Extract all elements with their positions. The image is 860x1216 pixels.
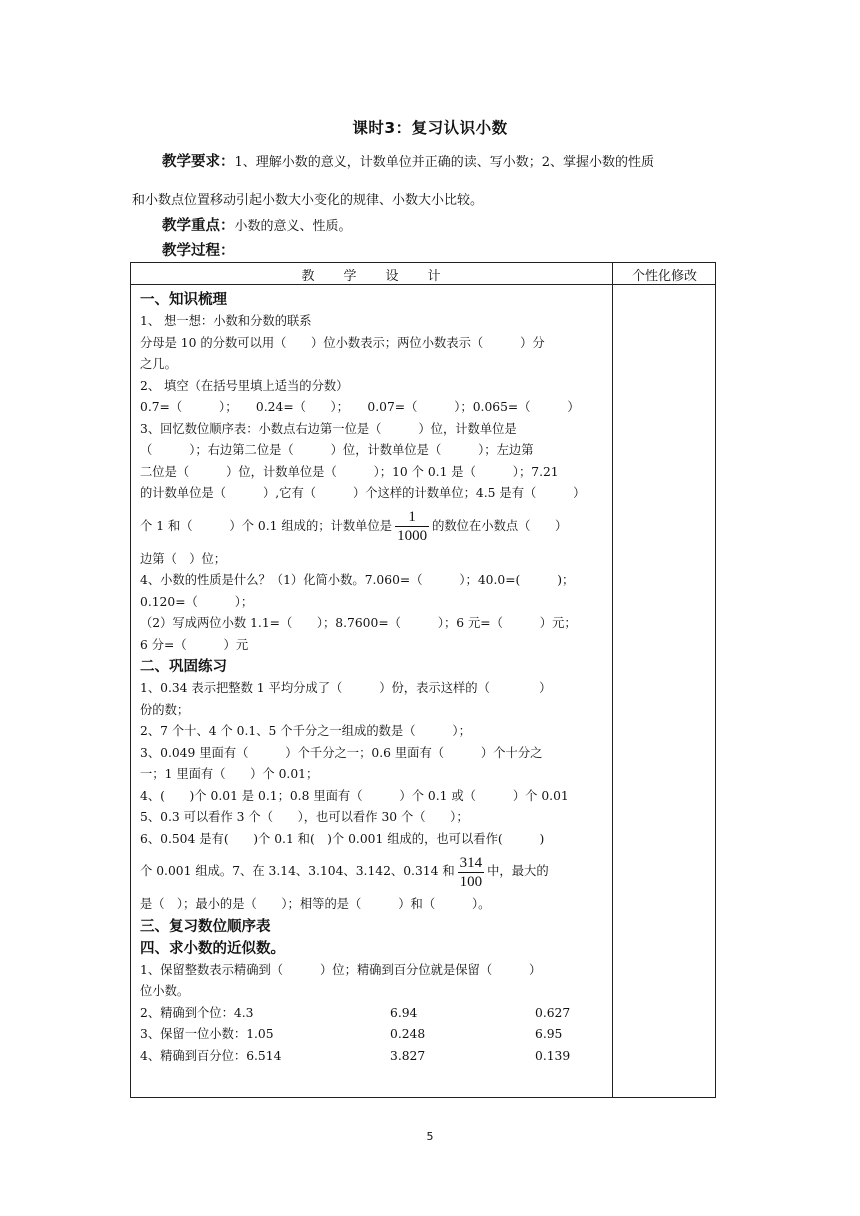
section-place-value-table: 三、复习数位顺序表 [140, 918, 271, 935]
lesson-title: 课时3：复习认识小数 [352, 119, 508, 137]
section-knowledge-review: 一、知识梳理 [140, 292, 227, 308]
teaching-focus [132, 216, 732, 237]
text-line: 4、小数的性质是什么？（1）化简小数。7.060=（ ）；40.0=( )； [140, 573, 575, 587]
teaching-requirements [132, 152, 732, 173]
design-content [140, 289, 606, 1067]
focus-label: 教学重点： [162, 218, 235, 234]
text-line: 一；1 里面有（ ）个 0.01； [140, 767, 319, 781]
text-line: 3、0.049 里面有（ ）个千分之一；0.6 里面有（ ）个十分之 [140, 745, 543, 760]
table-header [131, 263, 715, 285]
text-line: 0.120=（ ）； [140, 594, 254, 609]
text-line: 二位是（ ）位，计数单位是（ ）；10 个 0.1 是（ ）；7.21 [140, 464, 559, 479]
text-line: 分母是 10 的分数可以用（ ）位小数表示；两位小数表示（ ）分 [140, 335, 545, 350]
text-line: 1、 想一想：小数和分数的联系 [140, 314, 312, 328]
section-practice: 二、巩固练习 [140, 659, 227, 675]
text-line: 份的数； [140, 702, 190, 717]
text-line: 0.7=（ ）； 0.24=（ ）； 0.07=（ ）；0.065=（ ） [140, 400, 580, 414]
text-line: 2、 填空（在括号里填上适当的分数） [140, 378, 349, 393]
fraction-one-thousandth: $\frac{1}{1000}$ [397, 509, 428, 544]
page-number: 5 [426, 1130, 434, 1143]
requirements-text: 1、理解小数的意义，计数单位并正确的读、写小数；2、掌握小数的性质 [234, 155, 655, 170]
requirements-label: 教学要求： [162, 154, 235, 170]
fraction-line: 个 1 和（ ）个 0.1 组成的；计数单位是 $\frac{1}{1000}$ 的数位在小数点（ ） [140, 509, 568, 544]
text-line: 1、0.34 表示把整数 1 平均分成了（ ）份，表示这样的（ ） [140, 681, 552, 695]
text-line: 边第（ ）位； [140, 551, 227, 566]
exercise-row: 2、精确到个位：4.3 6.94 0.627 [140, 1005, 571, 1020]
text-line: 3、回忆数位顺序表：小数点右边第一位是（ ）位，计数单位是 [140, 421, 517, 436]
requirements-continuation: 和小数点位置移动引起小数大小变化的规律、小数大小比较。 [132, 193, 484, 208]
text-line: 6 分=（ ）元 [140, 637, 249, 652]
exercise-row: 4、精确到百分位：6.514 3.827 0.139 [140, 1048, 571, 1063]
lesson-table [130, 262, 716, 1098]
header-teaching-design: 教 学 设 计 [301, 269, 442, 284]
text-line: 的计数单位是（ ）,它有（ ）个这样的计数单位；4.5 是有（ ） [140, 486, 586, 500]
fraction-314-over-100: $\frac{314}{100}$ [459, 854, 483, 890]
column-divider [612, 263, 613, 1097]
exercise-row: 3、保留一位小数：1.05 0.248 6.95 [140, 1027, 563, 1041]
text-line: （2）写成两位小数 1.1=（ ）；8.7600=（ ）；6 元=（ ）元； [140, 616, 577, 630]
process-label: 教学过程： [162, 243, 235, 259]
fraction-line: 个 0.001 组成。7、在 3.14、3.104、3.142、0.314 和 $\frac{314}{100}$ 中，最大的 [140, 854, 549, 890]
focus-text: 小数的意义、性质。 [234, 219, 352, 234]
text-line: 2、7 个十、4 个 0.1、5 个千分之一组成的数是（ ）； [140, 724, 471, 738]
text-line: 1、保留整数表示精确到（ ）位；精确到百分位就是保留（ ） [140, 962, 542, 977]
text-line: 6、0.504 是有( )个 0.1 和( )个 0.001 组成的，也可以看作( ) [140, 831, 545, 846]
text-line: 4、( )个 0.01 是 0.1；0.8 里面有（ ）个 0.1 或（ ）个 0.01 [140, 788, 569, 803]
text-line: 之几。 [140, 357, 177, 371]
text-line: 位小数。 [140, 984, 190, 998]
section-approximation: 四、求小数的近似数。 [140, 940, 285, 957]
text-line: 是（ ）；最小的是（ ）；相等的是（ ）和（ ）。 [140, 897, 491, 911]
teaching-process [132, 241, 732, 262]
text-line: （ ）；右边第二位是（ ）位，计数单位是（ ）；左边第 [140, 443, 534, 457]
text-line: 5、0.3 可以看作 3 个（ ），也可以看作 30 个（ ）； [140, 810, 469, 824]
header-personal-modification: 个性化修改 [631, 269, 697, 284]
